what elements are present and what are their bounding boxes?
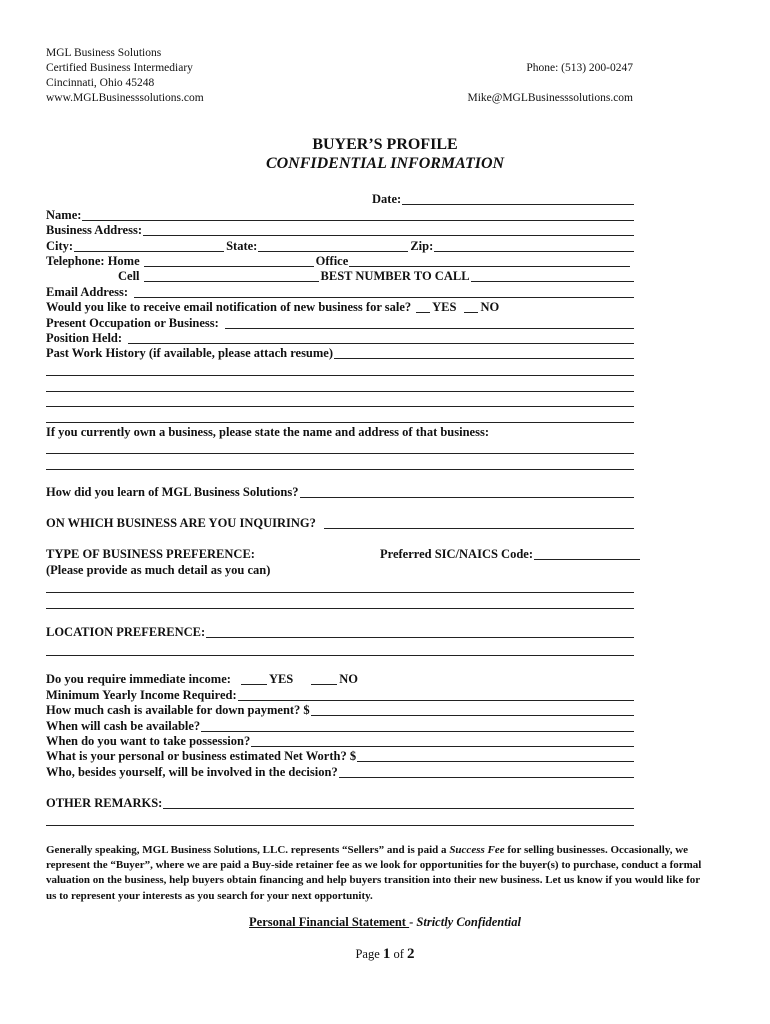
location-field[interactable] [206,626,634,638]
cash-when-label: When will cash be available? [46,718,201,733]
type-preference-line-1[interactable] [46,592,634,593]
telephone-home-label: Telephone: Home [46,253,140,268]
financial-statement-heading [0,915,770,930]
page-of: of [390,947,408,961]
disclaimer-paragraph [46,843,706,904]
cell-label: Cell [118,269,140,284]
remarks-line-2[interactable] [46,825,634,826]
sic-field[interactable] [534,548,640,560]
business-address-label: Business Address: [46,223,142,238]
notify-no-label: NO [480,300,500,315]
position-label: Position Held: [46,330,123,345]
location-line-2[interactable] [46,655,634,656]
own-business-line-1[interactable] [46,453,634,454]
income-no-blank[interactable] [311,673,337,685]
business-address-field[interactable] [143,224,634,236]
pfs-dash: - [409,915,417,929]
disclaimer-text-2: for selling businesses. Occasionally, we represent the “Buyer”, where we are paid a Buy-side retainer fee as we look for opportunities for the buyer(s) to purchase, conduct a formal valuation on the business, help buyers obtain financing and help buyers transition into their new business. Let us know if you would like for us to represent your interests as you search for your next opportunity. [46,844,702,902]
occupation-label: Present Occupation or Business: [46,315,219,330]
occupation-field[interactable] [225,317,634,329]
learn-row [46,485,634,500]
company-city: Cincinnati, Ohio 45248 [46,77,155,89]
company-name: MGL Business Solutions [46,47,162,59]
min-income-field[interactable] [238,689,634,701]
page-current: 1 [382,946,391,962]
contact-header [467,61,633,106]
possession-label: When do you want to take possession? [46,733,251,748]
email-contact[interactable]: Mike@MGLBusinesssolutions.com [467,92,633,104]
remarks-label: OTHER REMARKS: [46,796,163,811]
income-no-label: NO [339,672,359,687]
state-label: State: [226,238,258,253]
notify-yes-blank[interactable] [416,301,430,313]
decision-field[interactable] [339,766,634,778]
learn-field[interactable] [300,486,635,498]
name-field[interactable] [82,209,634,221]
work-history-line-2[interactable] [46,391,634,392]
cash-down-label: How much cash is available for down payment? $ [46,703,310,718]
type-preference-line-2[interactable] [46,608,634,609]
zip-label: Zip: [410,238,434,253]
income-yes-label: YES [268,672,294,687]
min-income-label: Minimum Yearly Income Required: [46,687,237,702]
city-label: City: [46,238,74,253]
detail-note: (Please provide as much detail as you can) [46,563,271,577]
work-history-field[interactable] [334,347,634,359]
pfs-label: Personal Financial Statement [249,915,410,929]
page-subtitle: CONFIDENTIAL INFORMATION [265,155,505,172]
decision-label: Who, besides yourself, will be involved in the decision? [46,764,338,779]
contact-fields [46,192,634,361]
date-field[interactable] [402,193,634,205]
disclaimer-success-fee: Success Fee [449,844,505,856]
work-history-line-3[interactable] [46,406,634,407]
pfs-confidential: Strictly Confidential [416,915,521,929]
net-worth-label: What is your personal or business estimated Net Worth? $ [46,749,357,764]
inquiring-label: ON WHICH BUSINESS ARE YOU INQUIRING? [46,516,316,531]
email-field[interactable] [134,286,634,298]
type-preference-label: TYPE OF BUSINESS PREFERENCE: [46,547,255,561]
phone: Phone: (513) 200-0247 [526,62,633,74]
location-row [46,625,634,640]
remarks-field[interactable] [163,797,634,809]
financial-fields [46,672,634,780]
work-history-line-4[interactable] [46,422,634,423]
location-label: LOCATION PREFERENCE: [46,625,206,640]
page-number [0,946,770,963]
disclaimer-text-1: Generally speaking, MGL Business Solutions, LLC. represents “Sellers” and is paid a [46,844,450,856]
company-tagline: Certified Business Intermediary [46,62,193,74]
best-number-field[interactable] [471,270,634,282]
income-yes-blank[interactable] [241,673,267,685]
state-field[interactable] [258,240,408,252]
city-field[interactable] [74,240,224,252]
income-question: Do you require immediate income: [46,672,231,687]
learn-label: How did you learn of MGL Business Solutions? [46,485,299,500]
date-label: Date: [372,192,402,207]
work-history-line-1[interactable] [46,375,634,376]
cash-down-field[interactable] [311,704,634,716]
notify-yes-label: YES [432,300,457,315]
inquiring-field[interactable] [324,517,634,529]
cash-when-field[interactable] [201,720,634,732]
email-label: Email Address: [46,284,129,299]
sic-label: Preferred SIC/NAICS Code: [380,547,533,562]
position-field[interactable] [128,332,634,344]
company-header [46,46,204,106]
best-number-label: BEST NUMBER TO CALL [320,269,470,284]
page-word: Page [355,947,383,961]
zip-field[interactable] [434,240,634,252]
name-label: Name: [46,207,82,222]
cell-phone-field[interactable] [144,270,319,282]
office-label: Office [315,253,349,268]
page-title: BUYER’S PROFILE [312,136,458,153]
office-phone-field[interactable] [349,255,630,267]
work-history-label: Past Work History (if available, please attach resume) [46,346,334,361]
sic-row [380,547,640,562]
remarks-row [46,796,634,811]
net-worth-field[interactable] [357,750,634,762]
company-website[interactable]: www.MGLBusinesssolutions.com [46,92,204,104]
notify-question: Would you like to receive email notification of new business for sale? [46,300,412,315]
own-business-label: If you currently own a business, please state the name and address of that business: [46,425,489,439]
page-total: 2 [407,946,415,962]
inquiring-row [46,516,634,531]
own-business-line-2[interactable] [46,469,634,470]
possession-field[interactable] [251,735,634,747]
notify-no-blank[interactable] [464,301,478,313]
home-phone-field[interactable] [144,255,314,267]
